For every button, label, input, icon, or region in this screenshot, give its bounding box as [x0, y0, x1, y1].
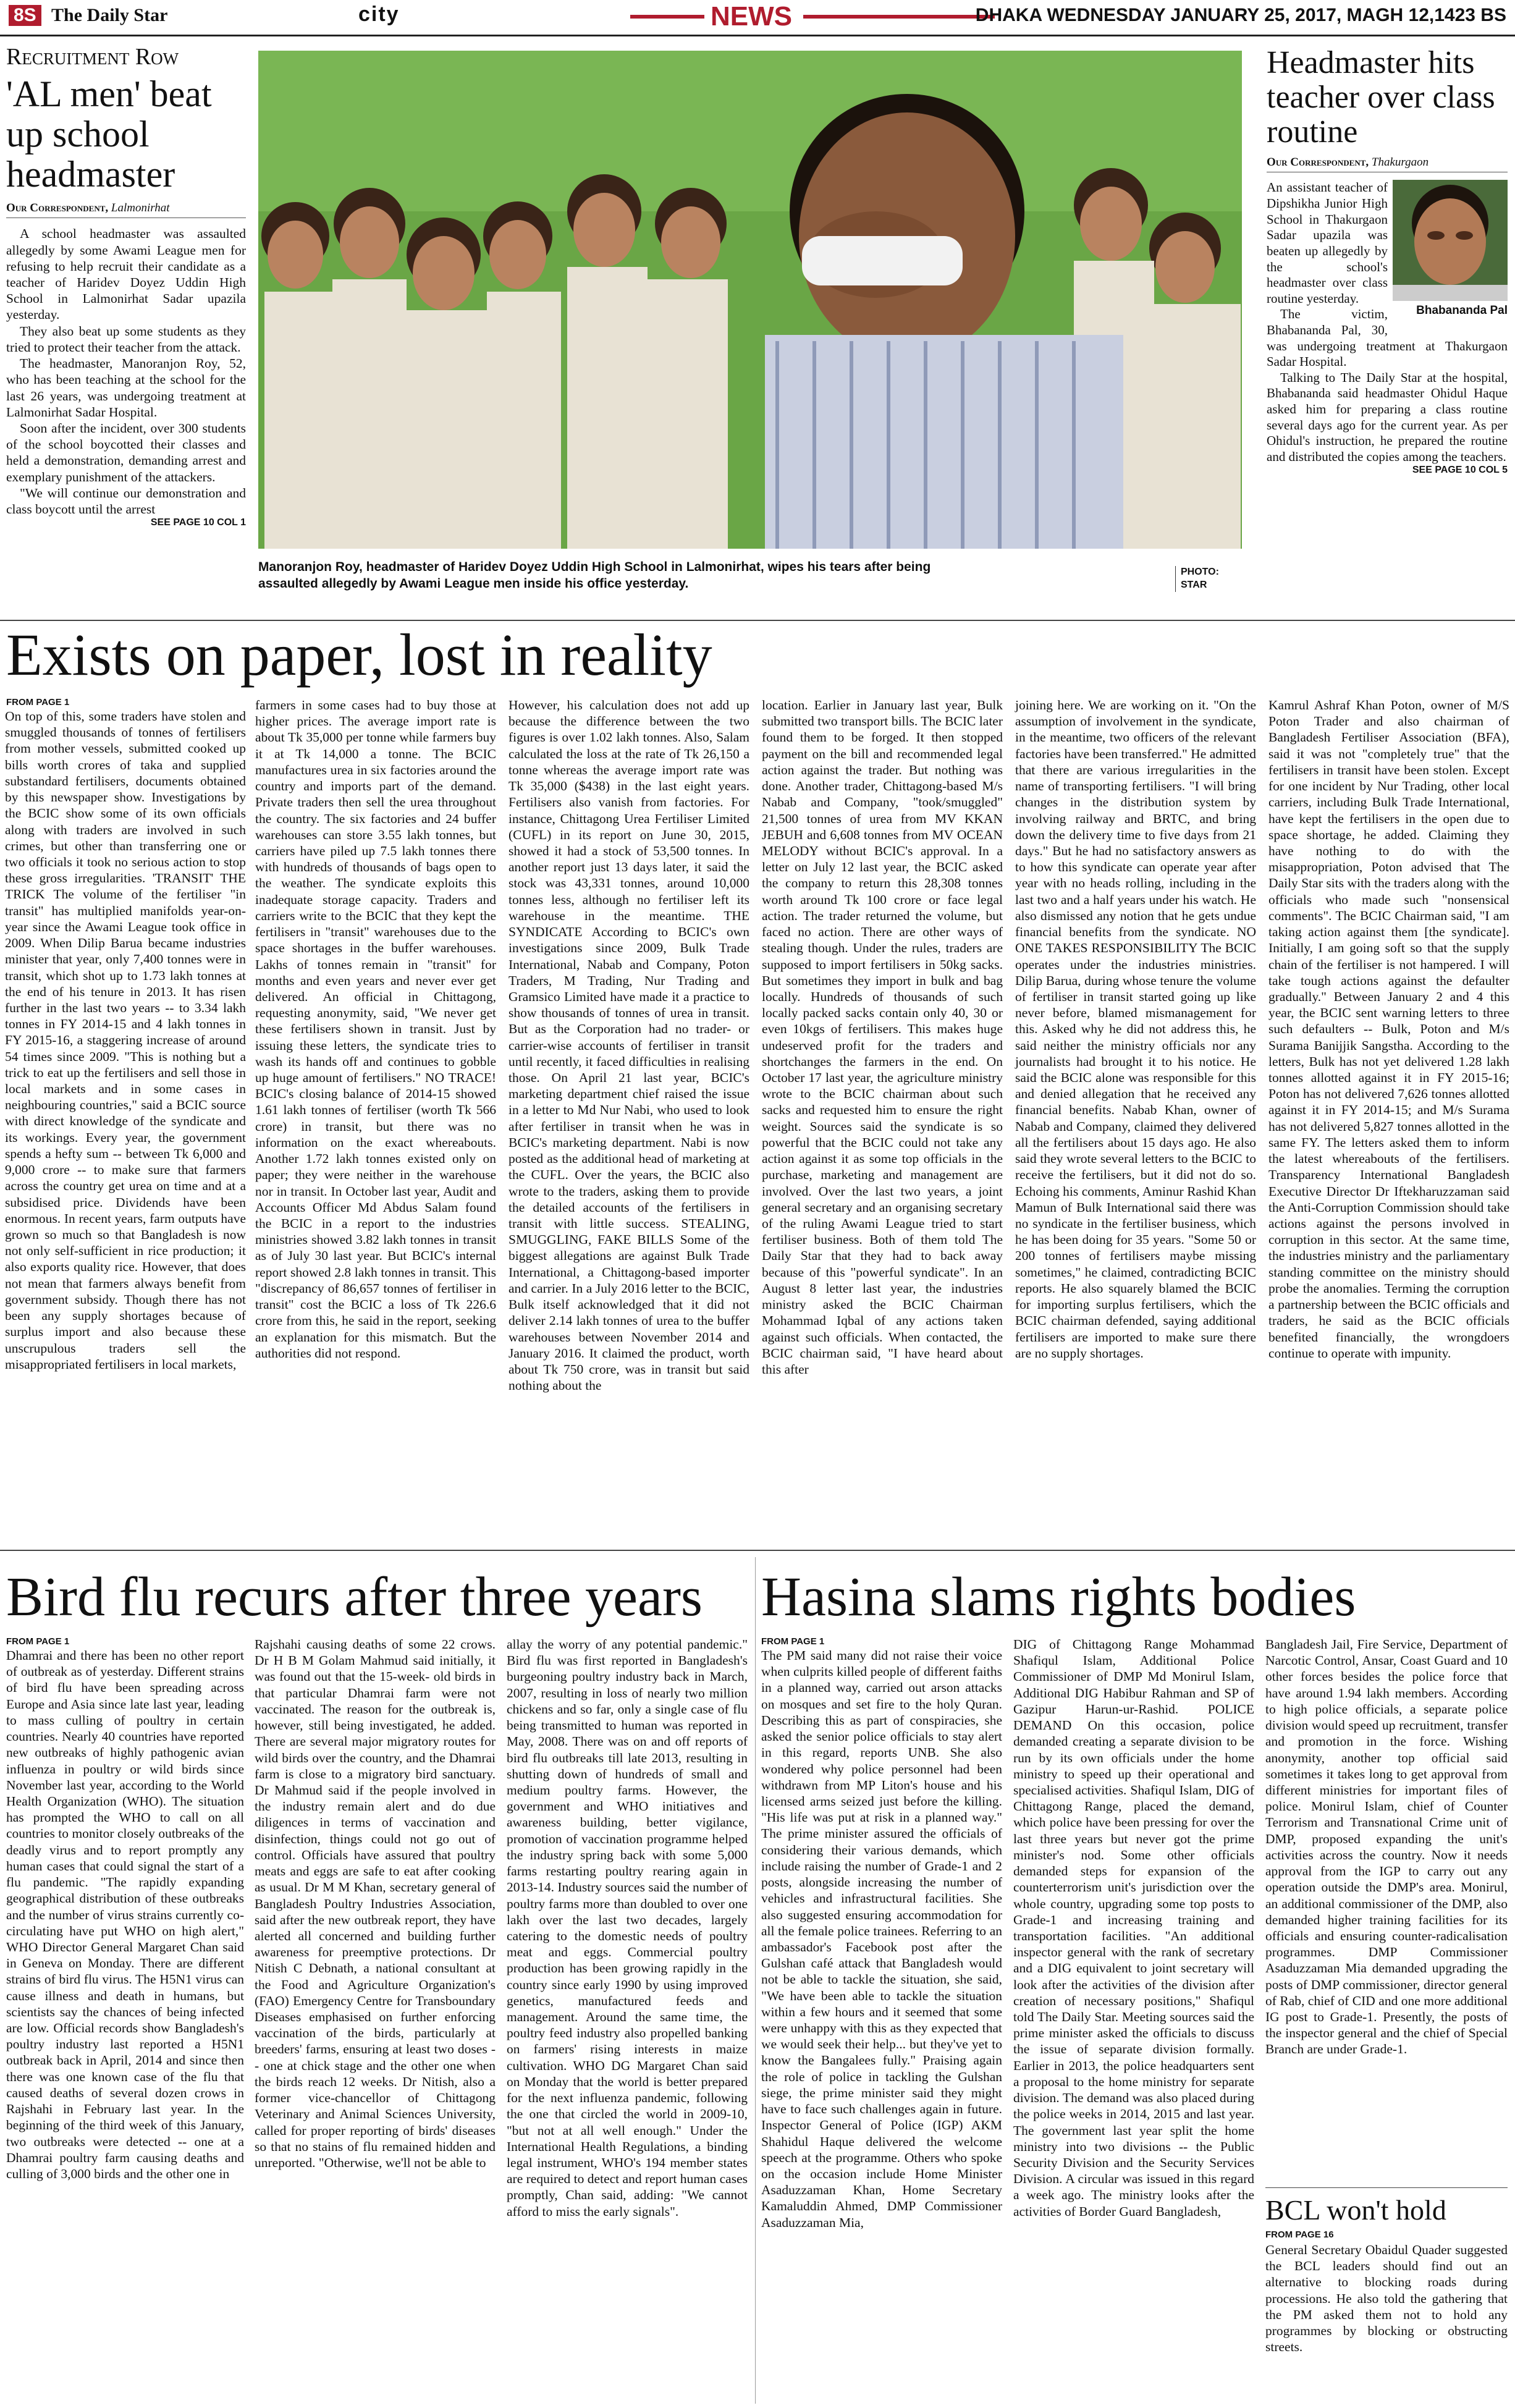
article-column: Kamrul Ashraf Khan Poton, owner of M/S Poton Trader and also chairman of Bangladesh Fertiliser Association (BFA), said it was not "completely true" that the fertilisers in transit have been stolen. Except for one incident by Nur Trading, other local carriers, including Bulk Trade International, have kept the fertilisers in the open due to space shortage, he added. Claiming they have nothing to do with the misappropriation, Poton advised that The Daily Star sits with the traders along with the officials who made such "nonsensical comments". The BCIC Chairman said, "I am taking action against them [the syndicate]. Initially, I am going soft so that the supply chain of the fertiliser is not hampered. I will take tough actions against the defaulter gradually." Between January 2 and 4 this year, the BCIC sent warning letters to three such defaulters -- Bulk, Poton and M/s Surama Banijjik Sangstha. According to the letters, Bulk has not yet delivered 1.28 lakh tonnes allotted against it in FY 2015-16; Poton has not delivered 7,626 tonnes allotted against it in FY 2014-15; and M/s Surama has not delivered 5,827 tonnes allotted in the same FY. The letters asked them to inform the latest whereabouts of the fertilisers. Transparency International Bangladesh Executive Director Dr Iftekharuzzaman said the Anti-Corruption Commission should take actions against the persons involved in corruption in this sector. At the same time, the industries ministry and the parliamentary standing committee on the ministry should probe the anomalies. Terming the corruption a partnership between the BCIC officials and traders, he said as the BCIC officials benefited financially, the wrongdoers continue to operate with impunity. [1268, 698, 1509, 1361]
news-bar-right [803, 15, 995, 19]
byline [1267, 156, 1508, 172]
story-headline: Bird flu recurs after three years [6, 1566, 703, 1628]
from-page: FROM PAGE 1 [6, 1636, 70, 1647]
left-story [6, 43, 246, 528]
photo-caption: Manoranjon Roy, headmaster of Haridev Doyez Uddin High School in Lalmonirhat, wipes his tears after being assaulted allegedly by Awami League men inside his office yesterday. [258, 560, 931, 591]
byline [6, 201, 246, 218]
paragraph: The victim, Bhabananda Pal, 30, was undergoing treatment at Thakurgaon Sadar Hospital. [1267, 306, 1508, 370]
paragraph: Talking to The Daily Star at the hospital, Bhabananda said headmaster Ohidul Haque asked him for preparing a class routine several days ago for the current year. As per Ohidul's instruction, he prepared the routine and distributed the copies among the teachers. [1267, 370, 1508, 464]
from-page: FROM PAGE 16 [1265, 2229, 1334, 2240]
story-headline: BCL won't hold [1265, 2194, 1446, 2226]
right-story [1267, 46, 1508, 476]
story-body [6, 226, 246, 517]
paragraph: A school headmaster was assaulted allegedly by some Awami League men for refusing to help recruit their candidate as a teacher of Haridev Doyez Uddin High School in Lalmonirhat Sadar upazila yesterday. [6, 226, 246, 323]
article-column: Bangladesh Jail, Fire Service, Department of Narcotic Control, Ansar, Coast Guard and 10 other forces besides the police force that have around 1.94 lakh members. According to high police officials, a separate police division would speed up recruitment, transfer and promotion in the force. Wishing anonymity, another top official said sometimes it takes long to get approval from different ministries for important files of police. Monirul Islam, chief of Counter Terrorism and Transnational Crime unit of DMP, proposed expanding the unit's activities across the country. Now it needs approval from the IGP to carry out any operation outside the DMP's area. Monirul, an additional commissioner of the DMP, also demanded higher training facilities for its officials and ensuring counter-radicalisation programmes. DMP Commissioner Asaduzzaman Mia demanded upgrading the posts of DMP commissioner, director general of Rab, chief of CID and one more additional IG post to Grade-1. Presently, the posts of the inspector general and the chief of Special Branch are under Grade-1. [1265, 1637, 1508, 2057]
article-column: allay the worry of any potential pandemic." Bird flu was first reported in Bangladesh's burgeoning poultry industry back in March, 2007, resulting in loss of nearly two million chickens and so far, only a single case of flu being transmitted to human was reported in May, 2008. There was on and off reports of bird flu outbreaks till late 2013, resulting in shutting down of hundreds of small and medium poultry farms. However, the government and WHO initiatives and awareness building, better vigilance, promotion of vaccination programme helped the industry spring back with some 5,000 farms restarting poultry rearing again in 2013-14. Industry sources said the number of poultry farms more than doubled to over one lakh over the last two decades, largely catering to the domestic needs of poultry meat and eggs. Commercial poultry production has been growing rapidly in the country since early 1990 by using improved genetics, manufactured feeds and management. Around the same time, the poultry feed industry also propelled banking on farmers' rising interests in maize cultivation. WHO DG Margaret Chan said on Monday that the world is better prepared for the next influenza pandemic, following the one that circled the world in 2009-10, "but not at all well enough." Under the International Health Regulations, a binding legal instrument, WHO's 194 member states are required to detect and report human cases promptly, Chan said, adding: "We cannot afford to miss the early signals". [507, 1637, 748, 2219]
masthead [0, 0, 1515, 36]
section-divider [0, 620, 1515, 621]
main-photo [258, 51, 1242, 549]
article-column: The PM said many did not raise their voice when culprits killed people of different faiths in a planned way, carried out arson attacks on mosques and set fire to the holy Quran. Describing this as part of conspiracies, she asked the senior police officials to stay alert in this regard, reports UNB. She also wondered why police personnel had been withdrawn from MP Liton's house and his licensed arms seized just before the killing. "His life was put at risk in a planned way." The prime minister assured the officials of considering their various demands, which include raising the number of Grade-1 and 2 posts, alongside increasing the number of vehicles and infrastructural facilities. She also suggested ensuring accommodation for all the female police trainees. Referring to an ambassador's Facebook post after the Gulshan café attack that Bangladesh would not be able to tackle the situation, she said, "We have been able to tackle the situation within a few hours and it seemed that some were unhappy with this as they expected that we would seek their help... but they've yet to know the Bangalees fully." Praising again the role of police in tackling the Gulshan siege, the prime minister said they might have to face such challenges again in future. Inspector General of Police (IGP) AKM Shahidul Haque delivered the welcome speech at the programme. Others who spoke on the occasion include Home Minister Asaduzzaman Khan, Home Secretary Kamaluddin Ahmed, DMP Commissioner Asaduzzaman Mia, [761, 1648, 1002, 2230]
column-divider [755, 1557, 756, 2404]
article-column: However, his calculation does not add up because the difference between the two figures is over 1.02 lakh tonnes. Also, Salam calculated the loss at the rate of Tk 26,150 a tonne whereas the average import rate was Tk 35,000 ($438) in the last eight years. Fertilisers also vanish from factories. For instance, Chittagong Urea Fertiliser Limited (CUFL) in its report on June 30, 2015, showed it had a stock of 53,500 tonnes. In another report just 13 days later, it said the stock was 43,331 tonnes, around 10,000 tonnes less, although no fertiliser left its warehouse in the meantime. THE SYNDICATE According to BCIC's own investigations since 2009, Bulk Trade International, Nabab and Company, Poton Traders, M Trading, Nur Trading and Gramsico Limited have made it a practice to show thousands of tonnes of urea in transit. But as the Corporation had no trader- or carrier-wise accounts of fertiliser in transit until recently, it faced difficulties in realising those. On April 21 last year, BCIC's marketing department chief raised the issue in a letter to Md Nur Nabi, who used to look after fertiliser in transit when he was in BCIC's marketing department. Nabi is now posted as the additional head of marketing at the CUFL. Over the years, the BCIC also wrote to the traders, asking them to provide the detailed accounts of the fertilisers in transit with little success. STEALING, SMUGGLING, FAKE BILLS Some of the biggest allegations are against Bulk Trade International, a Chittagong-based importer and carrier. In a July 2016 letter to the BCIC, Bulk itself acknowledged that it did not deliver 2.14 lakh tonnes of urea to the buffer warehouses between November 2014 and January 2016. It claimed the product, worth about Tk 750 crore, was in transit but said nothing about the [509, 698, 749, 1393]
see-page-link[interactable]: SEE PAGE 10 COL 1 [150, 517, 246, 528]
article-column: Dhamrai and there has been no other report of outbreak as of yesterday. Different strains of bird flu have been spreading across Europe and Asia since late last year, leading to mass culling of poultry in certain countries. Nearly 40 countries have reported new outbreaks of highly pathogenic avian influenza in poultry or wild birds since November last year, according to the World Health Organization (WHO). The situation has prompted the WHO to call on all countries to monitor closely outbreaks of the deadly virus and to report promptly any human cases that could signal the start of a flu pandemic. "The rapidly expanding geographical distribution of these outbreaks and the number of virus strains currently co-circulating have put WHO on high alert," WHO Director General Margaret Chan said in Geneva on Monday. There are different strains of bird flu virus. The H5N1 virus can cause illness and death in humans, but scientists say the chances of being infected are low. Official records show Bangladesh's poultry industry last reported a H5N1 outbreak back in April, 2014 and since then there was one known case of the flu that caused deaths of several dozen crows in Rajshahi in February last year. In the beginning of the third week of this January, two outbreaks were detected -- one at a Dhamrai poultry farm causing deaths and culling of 3,000 birds and the other one in [6, 1648, 244, 2181]
section-divider [1265, 2187, 1508, 2188]
story-headline: Headmaster hits teacher over class routine [1267, 45, 1495, 150]
paragraph: They also beat up some students as they tried to protect their teacher from the attack. [6, 323, 246, 355]
article-column: DIG of Chittagong Range Mohammad Shafiqul Islam, Additional Police Commissioner of DMP Md Monirul Islam, Additional DIG Habibur Rahman and SP of Gazipur Harun-ur-Rashid. POLICE DEMAND On this occasion, police demanded creating a separate division to be run by its own officials under the home ministry to speed up their operational and specialised activities. Shafiqul Islam, DIG of Chittagong Range, placed the demand, which police have been pressing for over the last three years but never got the prime minister's nod. Some other officials demanded steps for expansion of the counterterrorism unit's jurisdiction over the whole country, upgrading some top posts to Grade-1 and increasing training and transportation facilities. "An additional inspector general with the rank of secretary and a DIG equivalent to joint secretary will look after the activities of the division after creation of necessary positions," Shafiqul told The Daily Star. Meeting sources said the prime minister asked the officials to discuss the issue of separate division formally. Earlier in 2013, the police headquarters sent a proposal to the home ministry for separate division. The demand was also placed during the police weeks in 2014, 2015 and last year. The government last year split the home ministry into two divisions -- the Public Security Division and the Security Services Division. A circular was issued in this regard a week ago. The ministry looks after the activities of Border Guard Bangladesh, [1013, 1637, 1254, 2219]
article-column: farmers in some cases had to buy those at higher prices. The average import rate is about Tk 35,000 per tonne while farmers buy it at Tk 14,000 a tonne. The BCIC manufactures urea in six factories around the country and imports part of the demand. Private traders then sell the urea throughout the country. The six factories and 24 buffer warehouses can store 3.55 lakh tonnes, but carriers have piled up 7.5 lakh tonnes there with hundreds of thousands of bags open to the weather. The syndicate exploits this inadequate storage capacity. Traders and carriers write to the BCIC that they kept the fertilisers in "transit" warehouses due to the space shortages in the buffer warehouses. Lakhs of tonnes remain in "transit" for months and even years and never ever get delivered. An official in Chittagong, requesting anonymity, said, "We never get these fertilisers shown in transit. Just by issuing these letters, the syndicate tries to wash its hands off and continues to gobble up huge amount of fertilisers." NO TRACE! BCIC's closing balance of 2014-15 showed 1.61 lakh tonnes of fertiliser (worth Tk 566 crore) in transit, but there was no information on the exact whereabouts. Another 1.72 lakh tonnes existed only on paper; they were neither in the warehouse nor in transit. In October last year, Audit and Accounts Officer Md Abdus Salam found the BCIC in a report to the industries ministries showed 3.82 lakh tonnes in transit as of July 30 last year. But BCIC's internal report showed 2.8 lakh tonnes in transit. This "discrepancy of 86,657 tonnes of fertiliser in transit" cost the BCIC a loss of Tk 226.6 crore from this, he said in the report, seeking an explanation for this mismatch. But the authorities did not respond. [255, 698, 496, 1361]
news-bar-left [630, 15, 704, 19]
byline-text: Our Correspondent, [6, 201, 109, 215]
byline-place: Lalmonirhat [111, 201, 170, 215]
from-page: FROM PAGE 1 [761, 1636, 825, 1647]
paper-name: The Daily Star [51, 5, 168, 25]
photo-illustration [258, 51, 1242, 549]
section-name: city [358, 2, 400, 26]
article-column: General Secretary Obaidul Quader suggested the BCL leaders should find out an alternative to blocking roads during processions. He also told the gathering that the PM asked them not to hold any programmes by blocking or obstructing streets. [1265, 2242, 1508, 2355]
article-column: On top of this, some traders have stolen and smuggled thousands of tonnes of fertilisers from mother vessels, submitted cooked up bills worth crores of taka and supplied substandard fertilisers, documents obtained by this newspaper show. Investigations by the BCIC show some of its own officials along with traders are involved in such crimes, but other than transferring one or two officials it took no serious action to stop these gross irregularities. 'TRANSIT' THE TRICK The volume of the fertiliser "in transit" has multiplied manifolds year-on-year since the Awami League took office in 2009. When Dilip Barua became industries minister that year, only 7,400 tonnes were in transit, which shot up to 1.73 lakh tonnes at the end of his tenure in 2013. It has risen further in the last two years -- to 3.34 lakh tonnes in FY 2014-15 and 4 lakh tonnes in FY 2015-16, a staggering increase of around 54 times since 2009. "This is nothing but a trick to eat up the fertilisers and sell those in local markets and in some cases in neighbouring countries," said a BCIC source with direct knowledge of the syndicate and its workings. Every year, the government spends a hefty sum -- between Tk 6,000 and 9,000 crore -- to make sure that farmers across the country get urea on time and at a subsidised price. Dividends have been enormous. In recent years, farm outputs have grown so much so that Bangladesh is now not only self-sufficient in rice production; it also exports quality rice. However, that does not mean that farmers always benefit from government subsidy. Though there has not been any supply shortages because of surplus import and also because these unscrupulous traders sell the misappropriated fertilisers in local markets, [5, 709, 246, 1372]
paragraph: "We will continue our demonstration and class boycott until the arrest [6, 485, 246, 517]
from-page: FROM PAGE 1 [6, 697, 70, 708]
dateline: DHAKA WEDNESDAY JANUARY 25, 2017, MAGH 12,1423 BS [975, 5, 1506, 25]
story-headline: 'AL men' beat up school headmaster [6, 74, 212, 195]
story-headline: Hasina slams rights bodies [761, 1566, 1356, 1628]
byline-place: Thakurgaon [1371, 156, 1429, 169]
story-body-wrap [1267, 180, 1508, 465]
article-column: Rajshahi causing deaths of some 22 crows. Dr H B M Golam Mahmud said initially, it was found out that the 15-week- old birds in that particular Dhamrai farm were not vaccinated. The reason for the outbreak is, however, still being investigated, he added. There are several major migratory routes for wild birds over the country, and the Dhamrai farm is close to a migratory bird sanctuary. Dr Mahmud said if the people involved in the industry remain alert and do due diligences in terms of vaccination and disinfection, things could not go out of control. Officials have assured that poultry meats and eggs are safe to eat after cooking as usual. Dr M M Khan, secretary general of Bangladesh Poultry Industries Association, said after the new outbreak report, they have alerted all concerned and building further awareness for preemptive protections. Dr Nitish C Debnath, a national consultant at the Food and Agriculture Organization's (FAO) Emergency Centre for Transboundary Diseases emphasised on further enforcing vaccination of the birds, particularly at breeders' farms, ensuring at least two doses -- one at chick stage and the other one when the birds reach 12 weeks. Dr Nitish, also a former vice-chancellor of Chittagong Veterinary and Animal Sciences University, called for proper reporting of birds' diseases so that no stains of flu remained hidden and unreported. "Otherwise, we'll not be able to [255, 1637, 496, 2170]
see-page-link[interactable]: SEE PAGE 10 COL 5 [1412, 465, 1508, 476]
paragraph: The headmaster, Manoranjon Roy, 52, who has been teaching at the school for the last 26 years, was undergoing treatment at Lalmonirhat Sadar Hospital. [6, 356, 246, 420]
article-column: joining here. We are working on it. "On the assumption of involvement in the syndicate, in the meantime, two officers of the relevant factories have been transferred." He admitted that there are various irregularities in the name of transporting fertilisers. "I will bring changes in the distribution system by involving railway and BRTC, and bring down the delivery time to five days from 21 days." But he had no satisfactory answers as to how this syndicate can operate year after year with no heads rolling, including in the last two and a half years under his watch. He also dismissed any notion that he gets undue financial benefits from the syndicate. NO ONE TAKES RESPONSIBILITY The BCIC operates under the industries ministries. Dilip Barua, during whose tenure the volume of fertiliser in transit started going up like never before, blamed mismanagement for this. Asked why he did not address this, he said neither the ministry officials nor any journalists had brought it to his notice. He said the BCIC alone was responsible for this and denied allegation that he received any financial benefits. Nabab Khan, owner of Nabab and Company, claimed they delivered all the fertilisers about 15 days ago. He also said they wrote several letters to the BCIC to receive the fertilisers, but it did not do so. Echoing his comments, Aminur Rashid Khan Mamun of Bulk International said there was no syndicate in the fertiliser business, which he has been doing for 35 years. "Some 50 or 200 tonnes of fertilisers maybe missing sometimes," he claimed, contradicting BCIC reports. He also squarely blamed the BCIC for importing surplus fertilisers, which the BCIC chairman defended, saying additional fertilisers are imported to make sure there are no supply shortages. [1015, 698, 1256, 1361]
page-number: 8S [9, 5, 41, 26]
photo-credit: PHOTO: STAR [1175, 566, 1218, 592]
victim-photo [1393, 180, 1508, 301]
victim-photo-wrap [1393, 180, 1508, 323]
paragraph: Soon after the incident, over 300 students of the school boycotted their classes and held a demonstration, demanding arrest and exemplary punishment of the attackers. [6, 421, 246, 484]
section-divider [0, 1550, 1515, 1551]
story-headline: Exists on paper, lost in reality [6, 622, 712, 688]
paragraph: An assistant teacher of Dipshikha Junior High School in Thakurgaon Sadar upazila was beaten up allegedly by the school's headmaster over class routine yesterday. [1267, 180, 1388, 306]
byline-text: Our Correspondent, [1267, 156, 1369, 169]
masthead-left [9, 5, 167, 26]
article-column: location. Earlier in January last year, Bulk submitted two transport bills. The BCIC later found them to be forged. It then stopped payment on the bill and recommended legal action against the trader. But nothing was done. Another trader, Chittagong-based M/s Nabab and Company, "took/smuggled" 21,500 tonnes of urea from MV KKAN JEBUH and 6,608 tonnes from MV OCEAN MELODY without BCIC's approval. In a letter on July 12 last year, the BCIC asked the company to return this 28,308 tonnes worth around Tk 100 crore or face legal action. The trader returned the volume, but faced no action. There are other ways of stealing though. Under the rules, traders are supposed to import fertilisers in 50kg sacks. But sometimes they import in bulk and bag locally. Hundreds of thousands of such locally packed sacks contain only 40, 30 or even 10kgs of fertilisers. This makes huge undeserved profit for the traders and shortchanges the farmers in the end. On October 17 last year, the agriculture ministry wrote to the BCIC chairman about such sacks and requested him to ensure the right weight. Sources said the syndicate is so powerful that the BCIC could not take any action against it as some top officials in the purchase, marketing and management are involved. Over the last two years, a joint general secretary and an organising secretary of the ruling Awami League tried to start fertiliser business. Both of them told The Daily Star that they had to back away because of this "powerful syndicate". In an August 8 letter last year, the industries ministry asked the BCIC Chairman Mohammad Iqbal of any actions taken against such officials. When contacted, the BCIC chairman said, "I have heard about this after [762, 698, 1003, 1377]
news-label: NEWS [711, 1, 792, 32]
victim-photo-label: Bhabananda Pal [1416, 304, 1508, 318]
story-kicker: Recruitment Row [6, 44, 179, 70]
